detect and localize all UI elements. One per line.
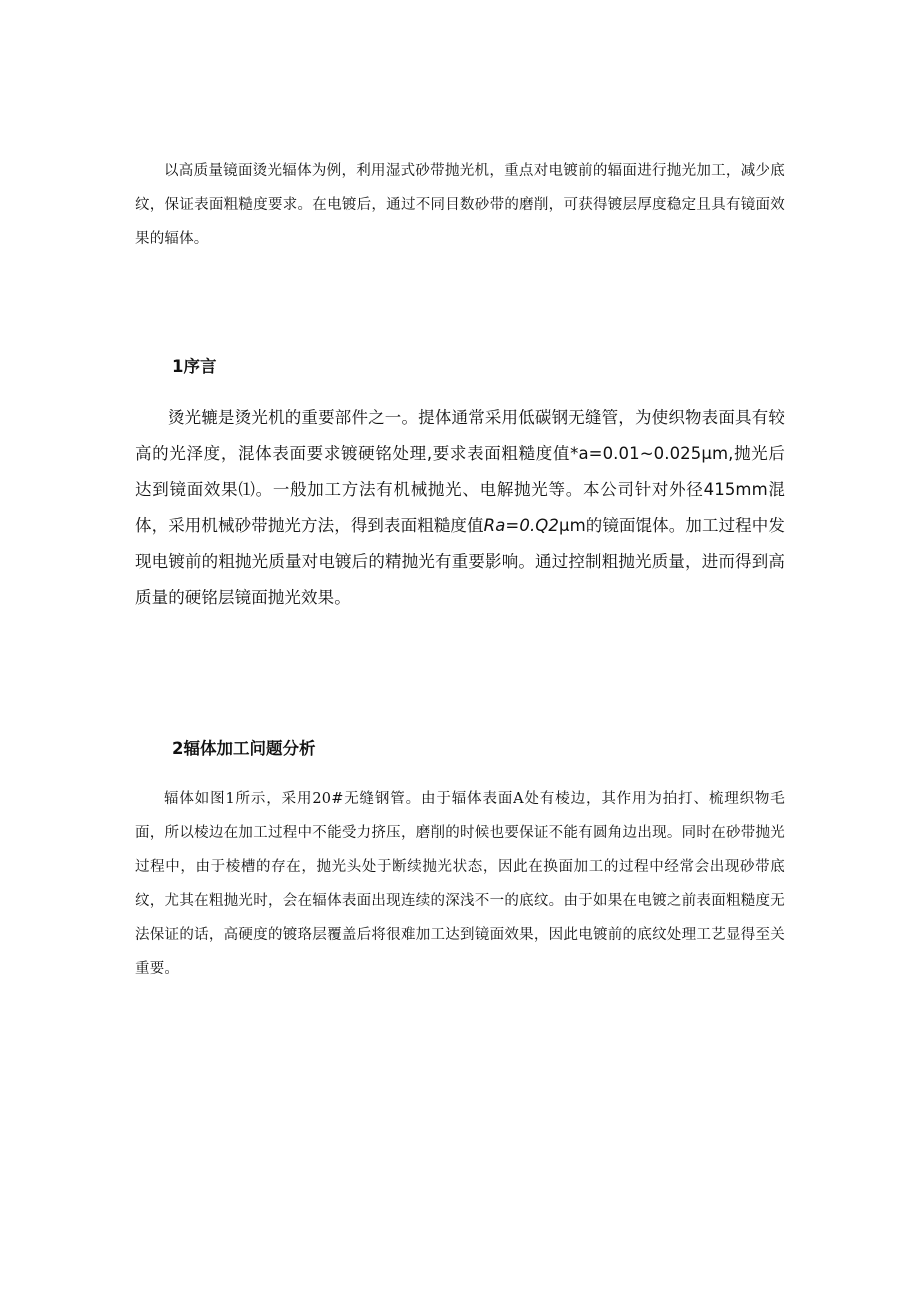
roughness-value: Ra=0.Q2 xyxy=(483,516,559,535)
section-2-heading: 2辐体加工问题分析 xyxy=(172,739,316,758)
section-2-paragraph: 辐体如图1所示，采用20#无缝钢管。由于辐体表面A处有棱边，其作用为拍打、梳理织物毛面，所以棱边在加工过程中不能受力挤压，磨削的时候也要保证不能有圆角边出现。同时在砂带抛光过程中，由于棱槽的存在，抛光头处于断续抛光状态，因此在换面加工的过程中经常会出现砂带底纹，尤其在粗抛光时，会在辐体表面出现连续的深浅不一的底纹。由于如果在电镀之前表面粗糙度无法保证的话，高硬度的镀珞层覆盖后将很难加工达到镜面效果，因此电镀前的底纹处理工艺显得至关重要。 xyxy=(135,791,785,977)
section-1-paragraph xyxy=(135,400,785,616)
section-1-text-part2: μm的镜面馄体。加工过程中发现电镀前的粗抛光质量对电镀后的精抛光有重要影响。通过控制粗抛光质量，进而得到高质量的硬铭层镜面抛光效果。 xyxy=(135,516,785,607)
section-1-heading: 1序言 xyxy=(172,357,217,376)
abstract-paragraph: 以高质量镜面烫光辐体为例，利用湿式砂带抛光机，重点对电镀前的辐面进行抛光加工，减少底纹，保证表面粗糙度要求。在电镀后，通过不同目数砂带的磨削，可获得镀层厚度稳定且具有镜面效果的辐体。 xyxy=(135,163,785,247)
section-1-text-part1: 烫光辘是烫光机的重要部件之一。提体通常采用低碳钢无缝管，为使织物表面具有较高的光泽度，混体表面要求镀硬铭处理,要求表面粗糙度值*a=0.01~0.025μm,抛光后达到镜面效果⑴。一般加工方法有机械抛光、电解抛光等。本公司针对外径415mm混体，采用机械砂带抛光方法，得到表面粗糙度值 xyxy=(135,408,785,535)
